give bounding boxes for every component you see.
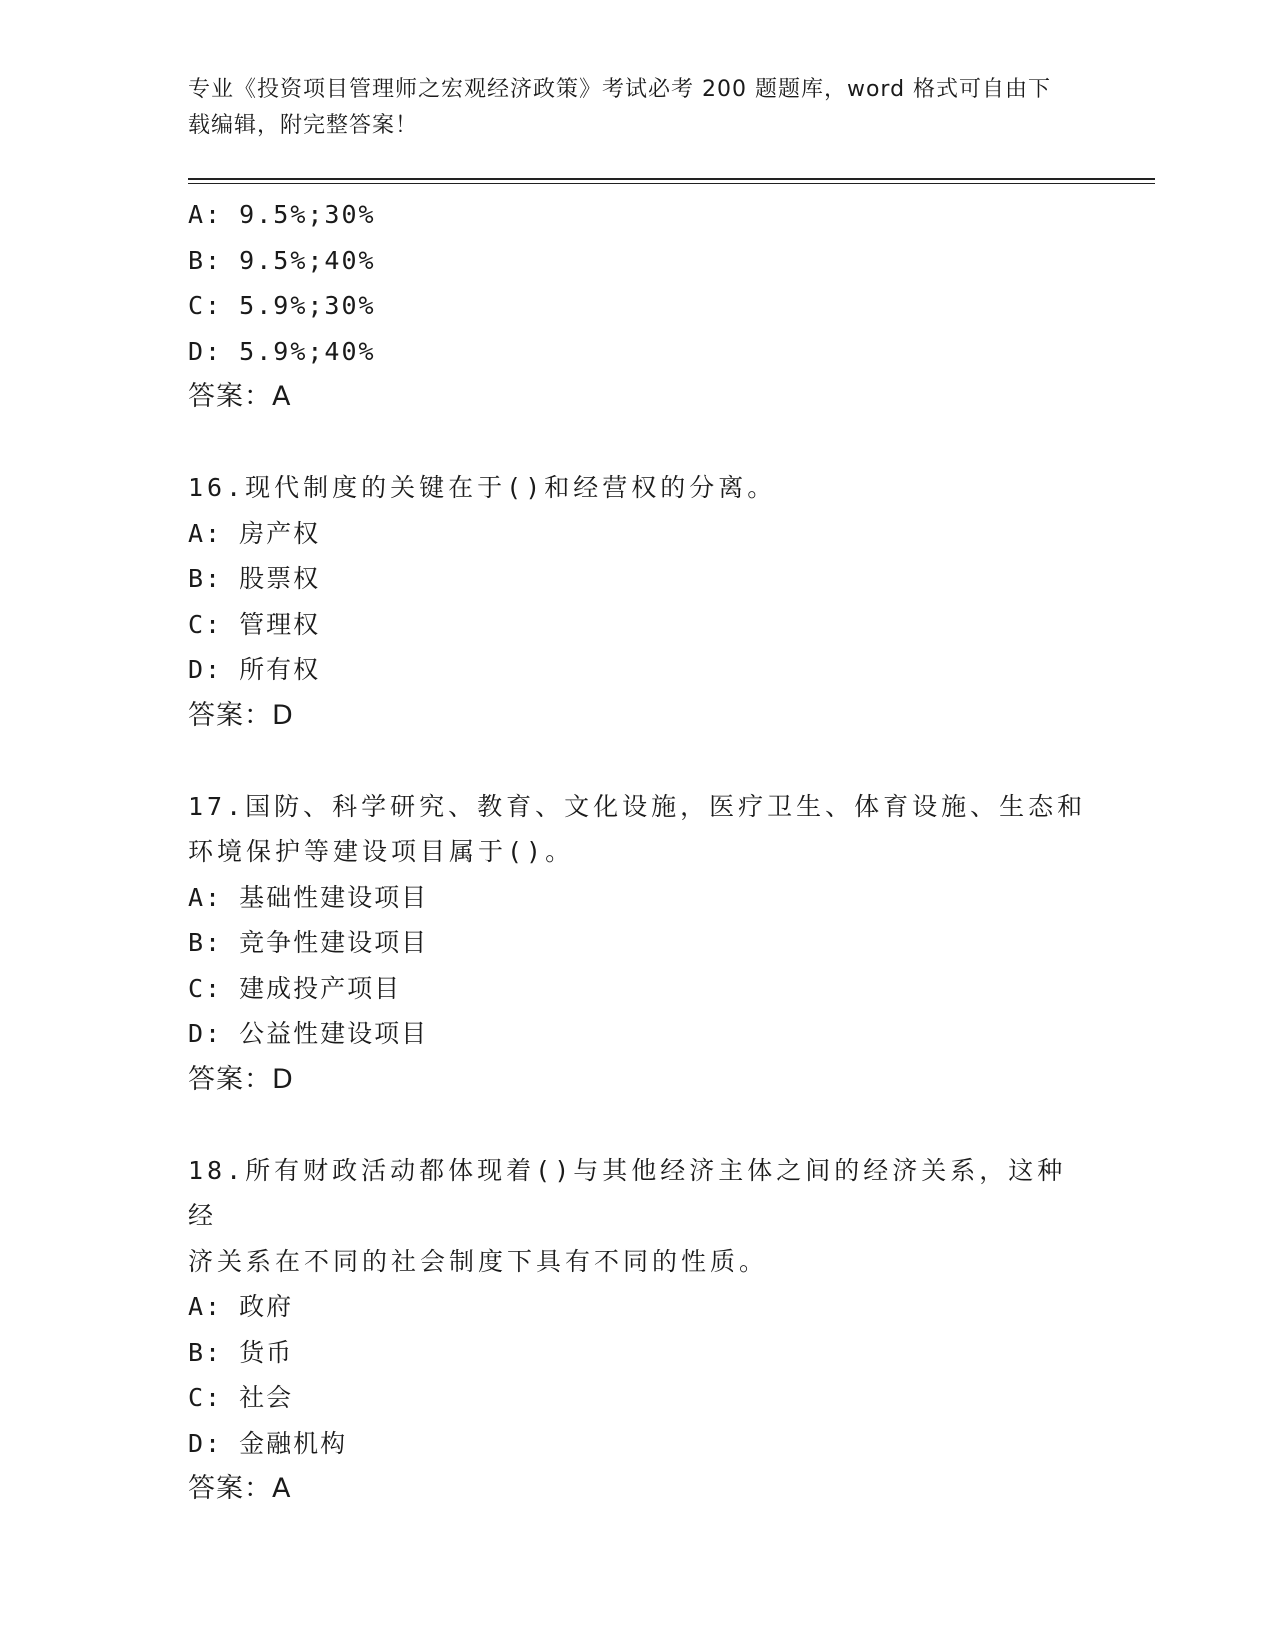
answer-line: 答案：A xyxy=(188,381,292,412)
option-line: A: 基础性建设项目 xyxy=(188,882,429,912)
header-rule-thick xyxy=(188,178,1155,180)
option-line: D: 金融机构 xyxy=(188,1428,348,1458)
question-block-prev xyxy=(188,192,1088,420)
answer-line: 答案：D xyxy=(188,1063,294,1095)
question-block-16 xyxy=(188,465,1088,738)
option-line: C: 建成投产项目 xyxy=(188,973,402,1003)
question-list xyxy=(188,192,1088,1512)
document-header: 专业《投资项目管理师之宏观经济政策》考试必考 200 题题库，word 格式可自由下载编辑，附完整答案！ xyxy=(188,77,1052,138)
option-line: B: 竞争性建设项目 xyxy=(188,928,429,957)
option-line: B: 9.5%;40% xyxy=(188,245,376,275)
question-block-18 xyxy=(188,1148,1088,1512)
option-line: A: 9.5%;30% xyxy=(188,200,376,229)
header-rule-thin xyxy=(188,183,1155,184)
question-text: 济关系在不同的社会制度下具有不同的性质。 xyxy=(188,1246,769,1276)
question-block-17 xyxy=(188,784,1088,1103)
answer-line: 答案：D xyxy=(188,699,294,731)
spacer xyxy=(188,420,1088,466)
option-line: B: 股票权 xyxy=(188,564,321,593)
option-line: B: 货币 xyxy=(188,1337,294,1367)
option-line: C: 管理权 xyxy=(188,609,321,639)
spacer xyxy=(188,738,1088,784)
option-line: D: 所有权 xyxy=(188,655,321,684)
question-text: 环境保护等建设项目属于()。 xyxy=(188,837,575,866)
option-line: C: 5.9%;30% xyxy=(188,291,376,320)
option-line: D: 5.9%;40% xyxy=(188,336,376,366)
option-line: C: 社会 xyxy=(188,1383,294,1412)
option-line: D: 公益性建设项目 xyxy=(188,1019,429,1048)
option-line: A: 政府 xyxy=(188,1292,294,1321)
option-line: A: 房产权 xyxy=(188,518,321,548)
spacer xyxy=(188,1102,1088,1148)
question-text: 17.国防、科学研究、教育、文化设施，医疗卫生、体育设施、生态和 xyxy=(188,791,1087,821)
answer-line: 答案：A xyxy=(188,1473,292,1504)
question-text: 16.现代制度的关键在于()和经营权的分离。 xyxy=(188,473,777,502)
question-text: 18.所有财政活动都体现着()与其他经济主体之间的经济关系，这种经 xyxy=(188,1155,1067,1230)
